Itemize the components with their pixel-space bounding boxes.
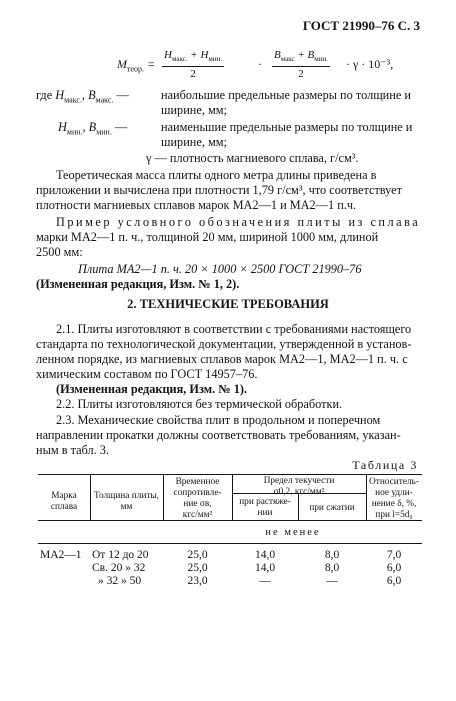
def-min-text-2: ширине, мм; (161, 135, 227, 149)
page-header: ГОСТ 21990–76 С. 3 (302, 18, 420, 33)
th-yield-compression: при сжатии (309, 503, 355, 513)
fraction-thickness: $H_{макс.} + H_{мин.}$ 2 (164, 49, 223, 81)
def-gamma: γ — плотность магниевого сплава, г/см³. (146, 151, 359, 165)
def-max-symbols: где $H_{макс.}$, $B_{макс.}$ — (36, 88, 129, 105)
th-tensile: Временное сопротивле- ние σв, кгс/мм² (173, 477, 222, 520)
def-min-text-1: наименьшие предельные размеры по толщине и (161, 120, 413, 134)
clause-2-3-line-3: ным в табл. 3. (36, 443, 110, 457)
section-title: 2. ТЕХНИЧЕСКИЕ ТРЕБОВАНИЯ (127, 297, 329, 311)
para-theoretical-3: плотности магниевых сплавов марок МА2—1 и МА2—1 п.ч. (36, 198, 357, 212)
clause-2-1-line-4: химическим составом по ГОСТ 14957–76. (36, 367, 258, 381)
th-grade: Марка сплава (50, 491, 78, 512)
mass-formula (100, 43, 400, 83)
def-max-text-2: ширине, мм; (161, 103, 227, 117)
clause-2-3-line-2: направлении прокатки должны соответствовать требованиям, указан- (36, 428, 401, 442)
th-yield: Предел текучести σ0,2, кгс/мм² (263, 476, 335, 497)
clause-2-2: 2.2. Плиты изготовляются без термической обработки. (56, 397, 343, 411)
para-theoretical-2: приложении и вычислена при плотности 1,79 г/см³, что соответствует (36, 183, 403, 197)
para-theoretical-1: Теоретическая масса плиты одного метра длины приведена в (56, 168, 377, 182)
fraction-width: $B_{макс} + B_{мин.}$ 2 (274, 49, 328, 81)
document-page: ГОСТ 21990–76 С. 3 $M_{теор.}$ = $H_{макс.} + H_{мин.}$ 2 · $B_{макс} + B_{мин.}$ 2 · γ · 10⁻³, где $H_{макс.}$, $B_{макс.}$ — наибольшие предельные размеры по толщине и ширине, мм; $H_{мин.}$, $B_{мин.}$ — наименьшие предельные размеры по толщине и ширине, мм; γ — плотность магниевого сплава, г/см³. Теоретическая масса плиты одного метра длины приведена в приложении и вычислена при плотности 1,79 г/см³, что соответствует плотности магниевых сплавов марок МА2—1 и МА2—1 п.ч. Пример условного обозначения плиты из сплава марки МА2—1 п. ч., толщиной 20 мм, шириной 1000 мм, длиной 2500 мм: Плита МА2—1 п. ч. 20 × 1000 × 2500 ГОСТ 21990–76 (Измененная редакция, Изм. № 1, 2). 2. ТЕХНИЧЕСКИЕ ТРЕБОВАНИЯ 2.1. Плиты изготовляют в соответствии с требованиями настоящего стандарта по технологической документации, утвержденной в установ- ленном порядке, из магниевых сплавов марок МА2—1, МА2—1 п. ч. с химическим составом по ГОСТ 14957–76. (Измененная редакция, Изм. № 1). 2.2. Плиты изготовляются без термической обработки. 2.3. Механические свойства плит в продольном и поперечном направлении прокатки должны соответствовать требованиям, указан- ным в табл. 3. Таблица 3 Марка сплава Толщина плиты, мм Временное сопротивле- ние σв, кгс/мм² Предел текучести σ0,2, кгс/мм² при растяже- нии при сжатии Относитель- ное удли- нение δ, %, при l=5d₀ не менее МА2—1 От 12 до 20 25,0 14,0 8,0 7,0 Св. 20 » 32 25,0 14,0 8,0 6,0 » 32 » 50 23,0 — — 6,0 (0, 0, 456, 701)
clause-2-1-line-3: ленном порядке, из магниевых сплавов марок МА2—1, МА2—1 п. ч. с (36, 352, 408, 366)
th-yield-tension: при растяже- нии (239, 497, 291, 518)
para-example-1: Пример условного обозначения плиты из сплава (56, 215, 421, 229)
clause-2-1-line-1: 2.1. Плиты изготовляют в соответствии с требованиями настоящего (56, 322, 412, 336)
def-min-symbols: $H_{мин.}$, $B_{мин.}$ — (58, 120, 128, 137)
amendment-note-1: (Измененная редакция, Изм. № 1, 2). (36, 277, 240, 291)
def-max-text-1: наибольшие предельные размеры по толщине и (161, 88, 411, 102)
formula-dot: · (258, 57, 262, 71)
th-elongation: Относитель- ное удли- нение δ, %, при l=5d₀ (369, 477, 419, 520)
para-example-2: марки МА2—1 п. ч., толщиной 20 мм, шириной 1000 мм, длиной (36, 230, 379, 244)
th-thickness: Толщина плиты, мм (94, 491, 159, 512)
table-caption: Таблица 3 (352, 458, 418, 472)
amendment-note-2: (Измененная редакция, Изм. № 1). (56, 382, 248, 396)
formula-tail: · γ · 10⁻³, (346, 57, 394, 71)
clause-2-3-line-1: 2.3. Механические свойства плит в продольном и поперечном (56, 413, 381, 427)
designation-example: Плита МА2—1 п. ч. 20 × 1000 × 2500 ГОСТ 21990–76 (78, 262, 362, 276)
formula-lhs: $M_{теор.}$ = (117, 57, 156, 74)
para-example-3: 2500 мм: (36, 245, 83, 259)
not-less-label: не менее (265, 527, 321, 538)
clause-2-1-line-2: стандарта по технологической документации, утвержденной в установ- (36, 337, 412, 351)
